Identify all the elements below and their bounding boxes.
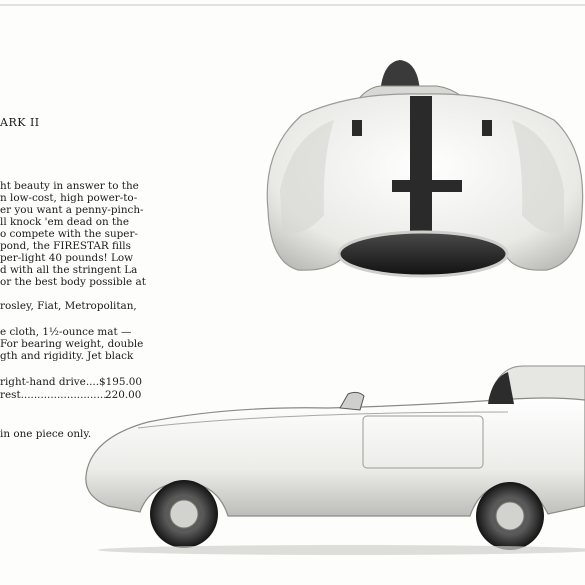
construction-line: gth and rigidity. Jet black bbox=[0, 350, 134, 362]
paragraph-line: d with all the stringent La bbox=[0, 264, 138, 276]
footnote: in one piece only. bbox=[0, 428, 92, 440]
construction-line: e cloth, 1½-ounce mat — bbox=[0, 326, 132, 338]
grille-opening bbox=[339, 232, 507, 276]
paragraph-line: er you want a penny-pinch- bbox=[0, 204, 144, 216]
left-marker bbox=[352, 120, 362, 136]
side-windscreen bbox=[340, 392, 364, 410]
cross-stripe bbox=[392, 180, 462, 192]
construction-line: For bearing weight, double bbox=[0, 338, 144, 350]
price-line-value: 220.00 bbox=[105, 389, 142, 401]
paragraph-line: ht beauty in answer to the bbox=[0, 180, 139, 192]
fits-line: rosley, Fiat, Metropolitan, bbox=[0, 300, 137, 312]
paragraph-line: o compete with the super- bbox=[0, 228, 138, 240]
car-side-photo bbox=[78, 356, 585, 556]
front-hub bbox=[170, 500, 198, 528]
paragraph-line: or the best body possible at bbox=[0, 276, 146, 288]
price-line-rhd: right-hand drive....$195.00 bbox=[0, 376, 142, 388]
paragraph-line: n low-cost, high power-to- bbox=[0, 192, 138, 204]
ground-shadow bbox=[98, 545, 585, 555]
right-marker bbox=[482, 120, 492, 136]
rear-hub bbox=[496, 502, 524, 530]
price-line-label: rest.......................... bbox=[0, 389, 107, 401]
paragraph-line: per-light 40 pounds! Low bbox=[0, 252, 134, 264]
car-front-photo bbox=[262, 40, 585, 300]
paragraph-line: pond, the FIRESTAR fills bbox=[0, 240, 131, 252]
paragraph-line: ll knock 'em dead on the bbox=[0, 216, 129, 228]
model-heading: ARK II bbox=[0, 116, 40, 129]
